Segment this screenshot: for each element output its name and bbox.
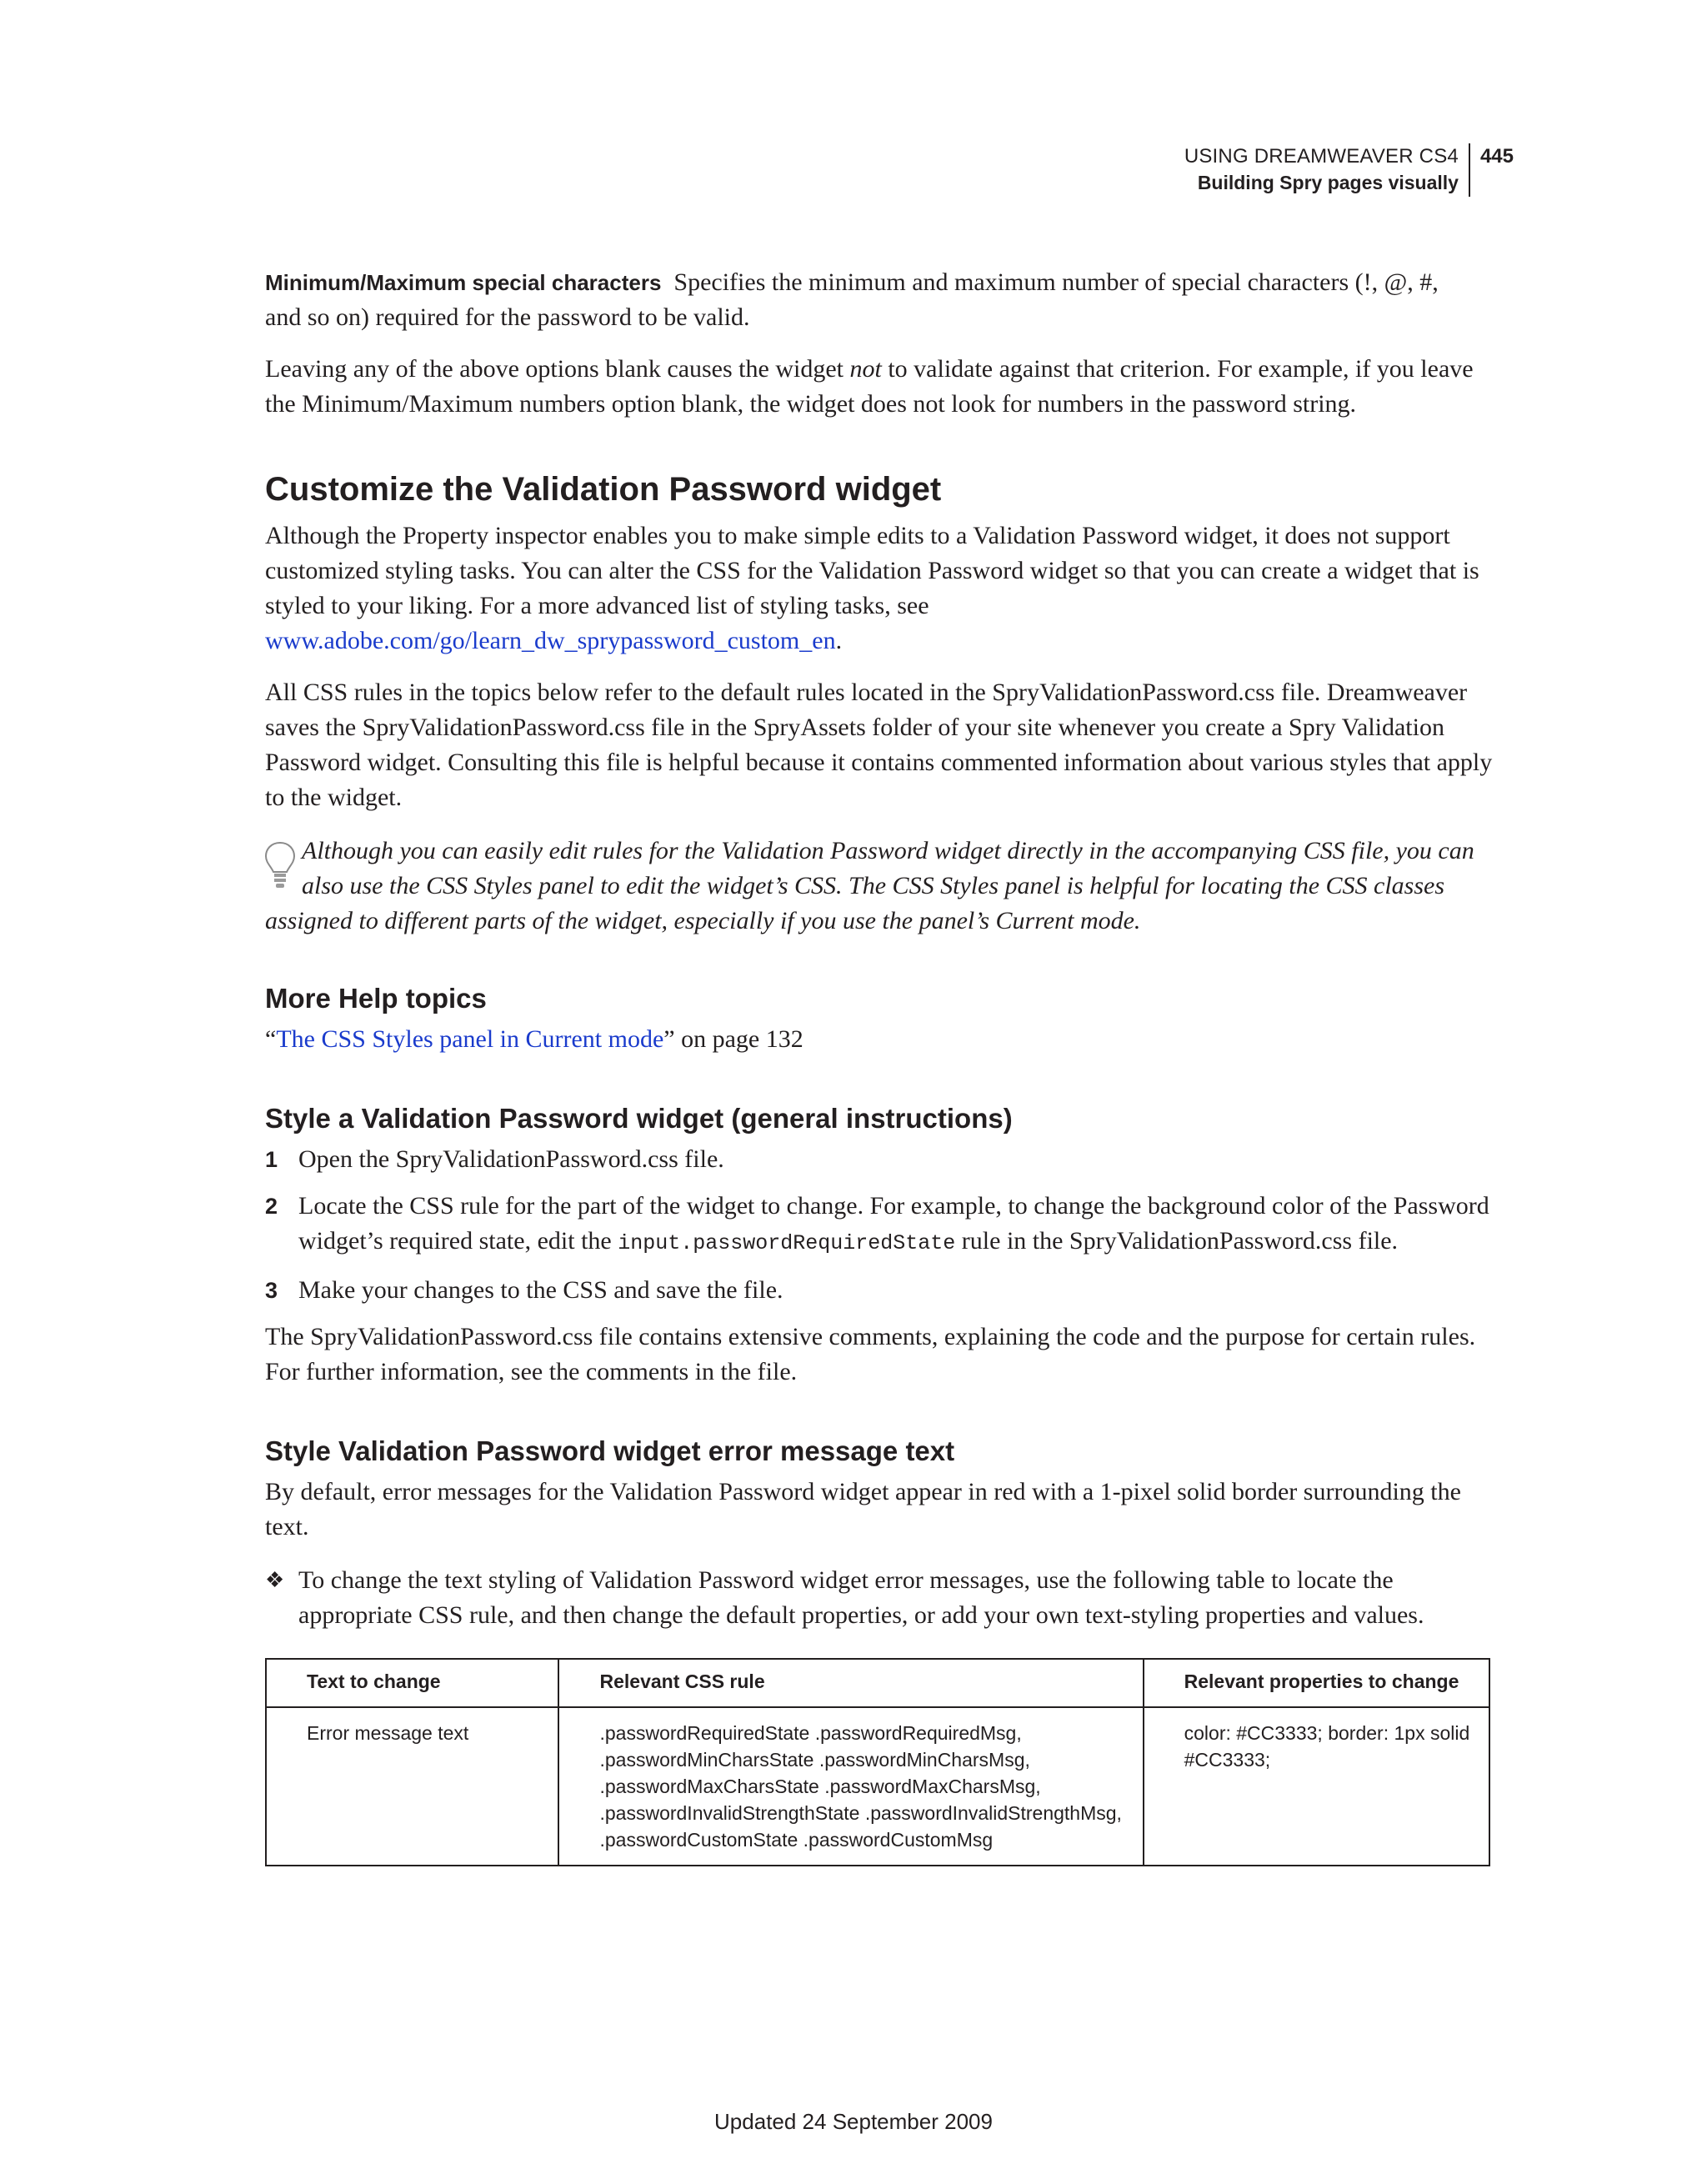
tip-line-1: Although you can easily edit rules for the Validation Password widget directly in the accompanying CSS file, you can (302, 837, 1474, 864)
properties-line: #CC3333; (1184, 1749, 1271, 1771)
page-content (265, 265, 1497, 1866)
step-item (265, 1142, 1497, 1177)
css-rule-line: .passwordMaxCharsState .passwordMaxCharsMsg, (599, 1776, 1041, 1797)
step-text: Make your changes to the CSS and save the file. (298, 1276, 783, 1304)
custom-styling-link[interactable]: www.adobe.com/go/learn_dw_sprypassword_custom_en (265, 627, 836, 654)
term-label: Minimum/Maximum special characters (265, 270, 662, 295)
term-definition (265, 265, 1497, 335)
customize-paragraph-1 (265, 518, 1497, 659)
book-title: USING DREAMWEAVER CS4 (1184, 145, 1459, 168)
term-description-line2: and so on) required for the password to be valid. (265, 303, 750, 331)
term-description-line1: Specifies the minimum and maximum number of special characters (!, @, #, (673, 268, 1439, 296)
page-footer: Updated 24 September 2009 (714, 2109, 993, 2134)
table-cell-properties (1144, 1707, 1489, 1866)
general-instructions-heading: Style a Validation Password widget (general instructions) (265, 1103, 1013, 1134)
customize-para1-text: Although the Property inspector enables you to make simple edits to a Validation Password widget, it does not support customized styling tasks. You can alter the CSS for the Validation Password widget so that you can create a widget that is styled to your liking. For a more advanced list of styling tasks, see (265, 522, 1479, 619)
tip-note (265, 834, 1497, 939)
page-number: 445 (1479, 145, 1514, 168)
css-styles-panel-link[interactable]: The CSS Styles panel in Current mode (276, 1025, 664, 1053)
customize-paragraph-2: All CSS rules in the topics below refer to the default rules located in the SpryValidationPassword.css file. Dreamweaver saves the SpryValidationPassword.css file in the SpryAssets folder of your site whenever you create a Spry Validation Password widget. Consulting this file is helpful because it contains commented information about various styles that apply to the widget. (265, 679, 1493, 811)
column-header: Text to change (266, 1659, 558, 1707)
general-note: The SpryValidationPassword.css file contains extensive comments, explaining the code and the purpose for certain rules. For further information, see the comments in the file. (265, 1323, 1476, 1385)
css-rule-line: .passwordInvalidStrengthState .passwordInvalidStrengthMsg, (599, 1802, 1122, 1824)
step-text-pre: Locate the CSS rule for the part of the widget to change. For example, to change the background color of the Password widget’s required state, edit the (298, 1192, 1489, 1255)
css-rule-line: .passwordRequiredState .passwordRequiredMsg, (599, 1722, 1022, 1744)
step-text: Open the SpryValidationPassword.css file. (298, 1145, 724, 1173)
css-rule-line: .passwordCustomState .passwordCustomMsg (599, 1829, 994, 1851)
more-help-heading: More Help topics (265, 983, 487, 1014)
step-item (265, 1273, 1497, 1308)
step-item (265, 1189, 1497, 1261)
bullet-text: To change the text styling of Validation Password widget error messages, use the following table to locate the appropriate CSS rule, and then change the default properties, or add your own text-styling properties and values. (298, 1566, 1424, 1629)
bullet-item (265, 1563, 1497, 1633)
step-number: 1 (265, 1147, 278, 1172)
tip-line-3: assigned to different parts of the widget, especially if you use the panel’s Current mode. (265, 907, 1141, 934)
tip-line-2: also use the CSS Styles panel to edit the widget’s CSS. The CSS Styles panel is helpful for locating the CSS classes (302, 872, 1445, 899)
properties-line: color: #CC3333; border: 1px solid (1184, 1722, 1470, 1744)
para-text-post: to validate against that criterion. For example, if you leave the Minimum/Maximum numbers option blank, the widget does not look for numbers in the password string. (265, 355, 1474, 418)
lightbulb-icon (263, 840, 297, 894)
more-help-suffix: ” on page 132 (663, 1025, 803, 1053)
customize-para1-end: . (835, 627, 843, 654)
table-cell-rules (558, 1707, 1143, 1866)
blank-options-paragraph (265, 352, 1497, 422)
para-emphasis: not (849, 355, 882, 383)
para-text-pre: Leaving any of the above options blank causes the widget (265, 355, 850, 383)
css-rules-table (265, 1658, 1490, 1866)
customize-heading: Customize the Validation Password widget (265, 471, 942, 508)
more-help-item (265, 1022, 1497, 1057)
open-quote: “ (265, 1025, 277, 1053)
steps-list (265, 1142, 1497, 1308)
css-rule-line: .passwordMinCharsState .passwordMinCharsMsg, (599, 1749, 1030, 1771)
column-header: Relevant CSS rule (558, 1659, 1143, 1707)
table-cell-text: Error message text (266, 1707, 558, 1866)
table-header-row (266, 1659, 1489, 1707)
table-row (266, 1707, 1489, 1866)
step-number: 2 (265, 1194, 278, 1219)
error-text-heading: Style Validation Password widget error message text (265, 1435, 955, 1466)
running-header-text (1184, 143, 1470, 197)
error-text-paragraph: By default, error messages for the Validation Password widget appear in red with a 1-pixel solid border surrounding the text. (265, 1478, 1461, 1540)
column-header: Relevant properties to change (1144, 1659, 1489, 1707)
step-text-post: rule in the SpryValidationPassword.css file. (955, 1227, 1399, 1255)
step-number: 3 (265, 1278, 278, 1303)
css-rule-code: input.passwordRequiredState (618, 1231, 956, 1255)
running-header (763, 143, 1514, 197)
diamond-bullet-icon: ❖ (265, 1568, 285, 1592)
section-title: Building Spry pages visually (1197, 172, 1459, 193)
step-text (298, 1189, 1497, 1261)
